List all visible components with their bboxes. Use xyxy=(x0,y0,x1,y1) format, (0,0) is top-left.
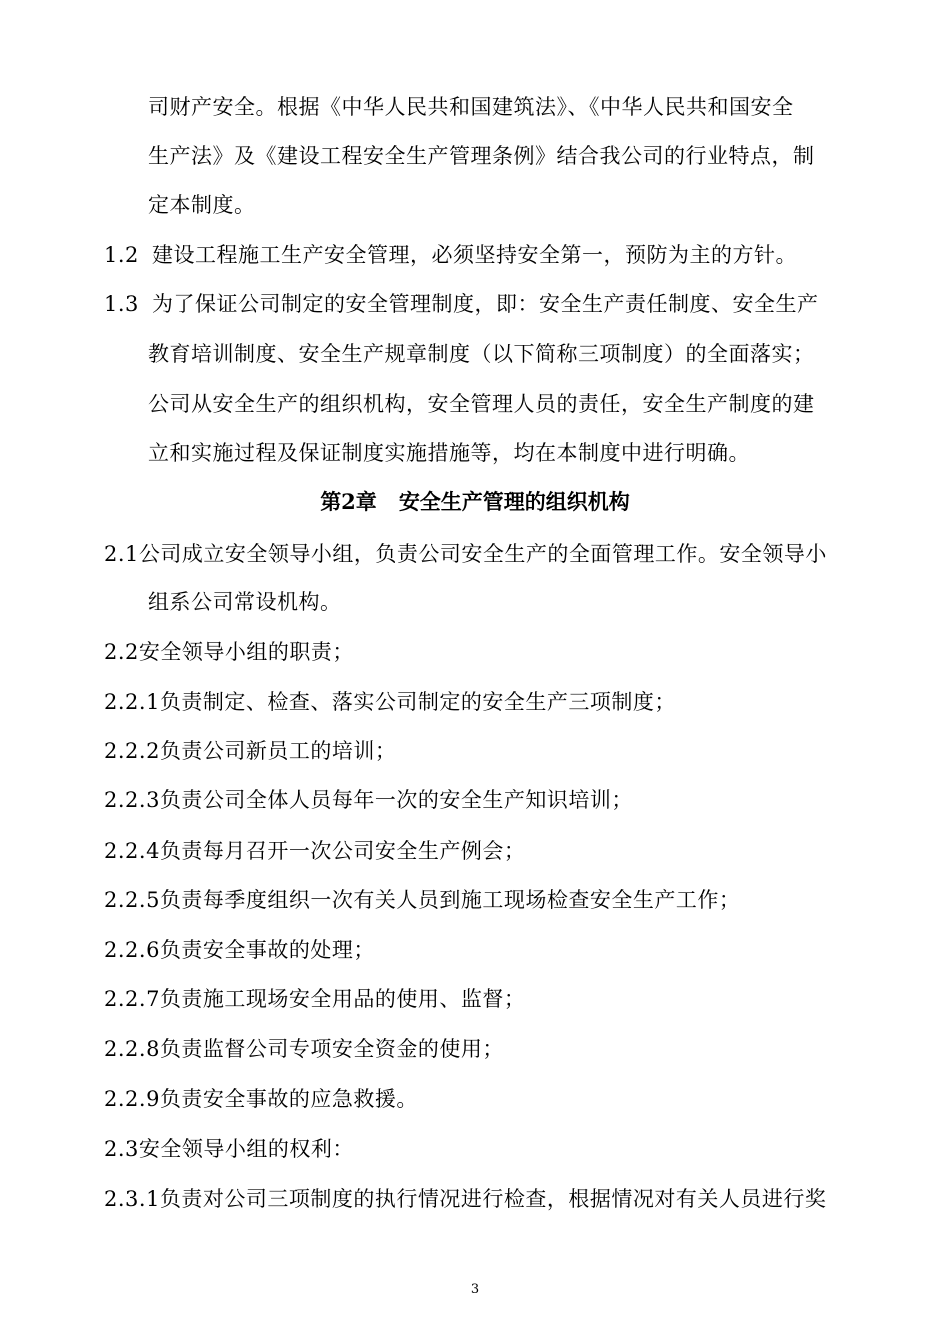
duty-item xyxy=(104,935,375,965)
clause-number: 1.2 xyxy=(104,243,139,267)
paragraph-line: 组系公司常设机构。 xyxy=(148,590,342,614)
duty-text: 负责安全事故的处理； xyxy=(159,938,375,962)
duty-number: 2.2.4 xyxy=(104,839,160,863)
paragraph-line: 生产法》及《建设工程安全生产管理条例》结合我公司的行业特点，制 xyxy=(148,144,815,168)
duty-item xyxy=(104,785,633,815)
paragraph-line: 教育培训制度、安全生产规章制度（以下简称三项制度）的全面落实； xyxy=(148,342,815,366)
duty-item xyxy=(104,1034,504,1064)
clause-number: 2.3.1 xyxy=(104,1187,160,1211)
duty-text: 负责公司新员工的培训； xyxy=(159,739,397,763)
duty-item xyxy=(104,885,740,915)
duty-number: 2.2.3 xyxy=(104,788,160,812)
duty-text: 负责每月召开一次公司安全生产例会； xyxy=(159,839,526,863)
clause-number: 2.2 xyxy=(104,640,139,664)
duty-text: 负责每季度组织一次有关人员到施工现场检查安全生产工作； xyxy=(159,888,741,912)
page-number: 3 xyxy=(470,1282,480,1297)
clause-2-3 xyxy=(104,1134,354,1164)
chapter-number: 第2章 xyxy=(320,489,377,514)
clause-2-3-1 xyxy=(104,1184,826,1214)
duty-number: 2.2.1 xyxy=(104,690,160,714)
clause-number: 1.3 xyxy=(104,292,139,316)
clause-text: 安全领导小组的职责； xyxy=(138,640,354,664)
clause-text: 为了保证公司制定的安全管理制度，即：安全生产责任制度、安全生产 xyxy=(152,292,819,316)
duty-number: 2.2.5 xyxy=(104,888,160,912)
clause-2-2 xyxy=(104,637,354,667)
paragraph-line: 立和实施过程及保证制度实施措施等，均在本制度中进行明确。 xyxy=(148,441,750,465)
clause-text: 建设工程施工生产安全管理，必须坚持安全第一，预防为主的方针。 xyxy=(152,243,797,267)
chapter-heading xyxy=(0,487,950,517)
chapter-title: 安全生产管理的组织机构 xyxy=(398,489,630,514)
duty-text: 负责施工现场安全用品的使用、监督； xyxy=(159,987,526,1011)
duty-number: 2.2.7 xyxy=(104,987,160,1011)
duty-item xyxy=(104,687,676,717)
duty-text: 负责制定、检查、落实公司制定的安全生产三项制度； xyxy=(159,690,676,714)
clause-text: 安全领导小组的权利： xyxy=(138,1137,354,1161)
clause-text: 公司成立安全领导小组，负责公司安全生产的全面管理工作。安全领导小 xyxy=(138,542,827,566)
duty-item xyxy=(104,836,525,866)
clause-number: 2.1 xyxy=(104,542,139,566)
duty-number: 2.2.6 xyxy=(104,938,160,962)
duty-text: 负责监督公司专项安全资金的使用； xyxy=(159,1037,504,1061)
duty-text: 负责公司全体人员每年一次的安全生产知识培训； xyxy=(159,788,633,812)
duty-text: 负责安全事故的应急救援。 xyxy=(159,1087,418,1111)
clause-2-1 xyxy=(104,539,827,569)
clause-number: 2.3 xyxy=(104,1137,139,1161)
clause-1-3 xyxy=(104,289,819,319)
duty-item xyxy=(104,736,396,766)
clause-text: 负责对公司三项制度的执行情况进行检查，根据情况对有关人员进行奖 xyxy=(159,1187,827,1211)
duty-number: 2.2.9 xyxy=(104,1087,160,1111)
clause-1-2 xyxy=(104,240,797,270)
duty-item xyxy=(104,984,525,1014)
paragraph-line: 司财产安全。根据《中华人民共和国建筑法》、《中华人民共和国安全 xyxy=(148,95,794,119)
paragraph-line: 定本制度。 xyxy=(148,193,256,217)
paragraph-line: 公司从安全生产的组织机构，安全管理人员的责任，安全生产制度的建 xyxy=(148,392,815,416)
duty-item xyxy=(104,1084,418,1114)
duty-number: 2.2.2 xyxy=(104,739,160,763)
duty-number: 2.2.8 xyxy=(104,1037,160,1061)
